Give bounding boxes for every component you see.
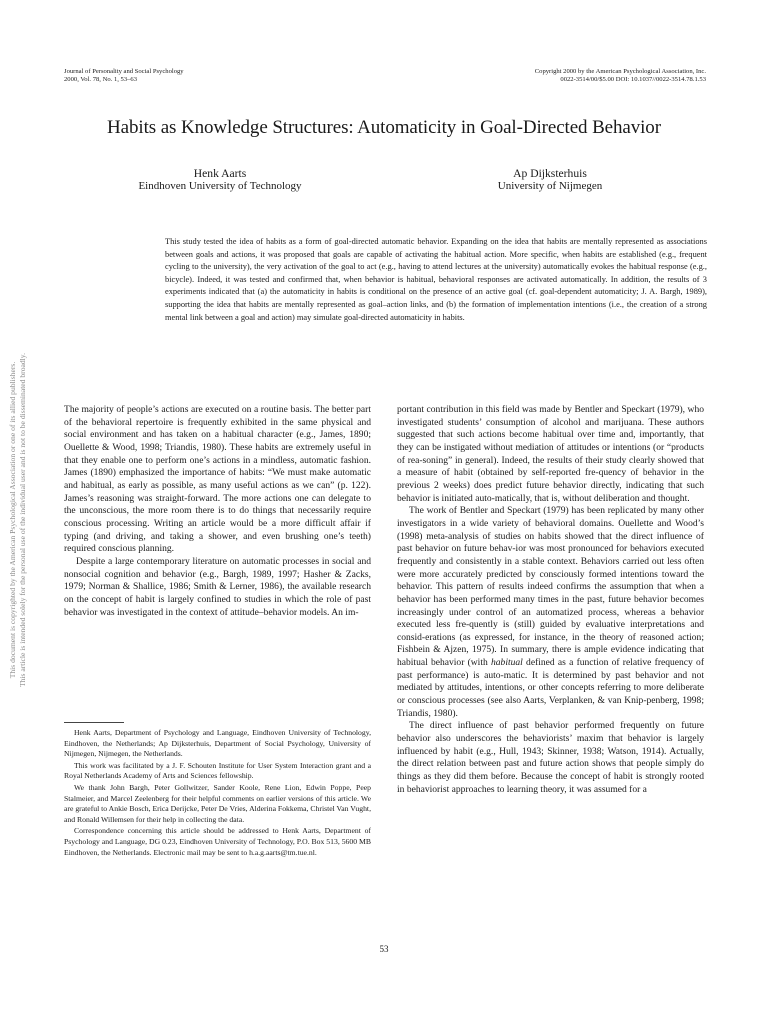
journal-name: Journal of Personality and Social Psychology	[64, 68, 184, 75]
author-name: Henk Aarts	[193, 167, 247, 180]
body-paragraph: The direct influence of past behavior performed frequently on future behavior also underscores the behaviorists’ maxim that behavior is largely influenced by habit (e.g., Hull, 1943; Skinner, 1938; Watson, 1914). Actually, the direct relation between past and future action shows that people simply do things as they did them before. Because the concept of habit is strongly rooted in behaviorist approaches to learning theory, it was assumed for a	[397, 720, 704, 795]
page-number: 53	[379, 944, 389, 954]
author-block-2	[440, 167, 660, 193]
author-block-1	[110, 167, 330, 193]
side-copyright-notice	[8, 290, 27, 750]
body-paragraph	[397, 505, 704, 720]
body-paragraph: portant contribution in this field was made by Bentler and Speckart (1979), who investigated students’ consumption of alcohol and marijuana. These authors suggested that such actions become habitual over time and, importantly, that they can be instigated without mediation of attitudes or intentions (or “products of rea-soning” in general). Indeed, the results of their study clearly showed that a measure of habit (obtained by self-reported fre-quency of behavior in the previous 2 weeks) does predict future behavior directly, indicating that such behavior is initiated auto-matically, that is, without deliberation and thought.	[397, 404, 704, 504]
body-text: defined as a function of relative frequency of past performance) is auto-matic. It is determined by past behavior and not mediated by attitudes, intentions, or other concepts referring to more deliberate or conscious processes (see also Aarts, Verplanken, & van Knip-penberg, 1998; Triandis, 1980).	[397, 657, 704, 719]
author-name: Ap Dijksterhuis	[513, 167, 587, 180]
author-affiliation: Eindhoven University of Technology	[138, 180, 302, 192]
body-text: The work of Bentler and Speckart (1979) has been replicated by many other investigators in a wide variety of behavioral domains. Ouellette and Wood’s (1998) meta-analysis of studies on habits showed that the direct influence of past behavior on future behav-ior was most pronounced for behaviors executed frequently and consistently in a stable context. Behaviors carried out less often were more accurately predicted by consciously formed intentions toward the behavior. This pattern of results indeed confirms the assumption that when a behavior has been performed many times in the past, future behavior becomes increasingly under control of an automatized process, whereas a behavior executed less fre-quently is (still) guided by evaluative interpretations and consid-erations (as expressed, for instance, in the theory of reasoned action; Fishbein & Ajzen, 1975). In summary, there is ample evidence indicating that habitual behavior (with	[397, 505, 704, 669]
copyright-notice	[420, 68, 706, 83]
body-column-left	[64, 404, 371, 619]
footnote-funding: This work was facilitated by a J. F. Schouten Institute for User System Interaction grant and a Royal Netherlands Academy of Arts and Sciences fellowship.	[64, 760, 371, 781]
emphasis-text: habitual	[491, 657, 523, 669]
author-affiliation: University of Nijmegen	[497, 180, 603, 192]
journal-citation	[64, 68, 184, 83]
body-paragraph: Despite a large contemporary literature on automatic processes in social and nonsocial cognition and behavior (e.g., Bargh, 1989, 1997; Hasher & Zacks, 1979; Norman & Shallice, 1986; Smith & Lerner, 1986), the available research on the concept of habit is largely confined to studies in which the role of past behavior was investigated in the context of attitude–behavior models. An im-	[64, 555, 371, 618]
footnote-acknowledgments: We thank John Bargh, Peter Gollwitzer, Sander Koole, Rene Lion, Edwin Poppe, Peep Stalmeier, and Marcel Zeelenberg for their helpful comments on earlier versions of this article. We are grateful to Ankie Bosch, Erica Derijcke, Peter De Vries, Alderina Fokkema, Christel Van Vught, and Ronald Willemsen for their help in collecting the data.	[64, 782, 371, 824]
abstract: This study tested the idea of habits as a form of goal-directed automatic behavior. Expanding on the idea that habits are mentally represented as associations between goals and actions, it was proposed that goals are capable of activating the habitual action. More specific, when habits are established (e.g., frequent cycling to the university), the very activation of the goal to act (e.g., having to attend lectures at the university) automatically evokes the habitual response (e.g., bicycle). Indeed, it was tested and confirmed that, when behavior is habitual, behavioral responses are activated automatically. In addition, the results of 3 experiments indicated that (a) the automaticity in habits is conditional on the presence of an active goal (cf. goal-dependent automaticity; J. A. Bargh, 1989), supporting the idea that habits are mentally represented as goal–action links, and (b) the formation of implementation intentions (i.e., the creation of a strong mental link between a goal and action) may simulate goal-directed automaticity in habits.	[165, 237, 707, 322]
body-paragraph: The majority of people’s actions are executed on a routine basis. The better part of the behavioral repertoire is frequently exhibited in the same physical and social environment and has taken on a habitual character (e.g., James, 1890; Ouellette & Wood, 1998; Triandis, 1980). These habits are extremely useful in that they enable one to perform one’s actions in a mindless, automatic fashion. James (1890) emphasized the importance of habits: “We must make automatic and habitual, as early as possible, as many useful actions as we can” (p. 122). James’s reasoning was straight-forward. The more actions one can delegate to the unconscious, the more room there is to do things that necessarily require conscious processing. Writing an article would be a more difficult affair if typing (and driving, and taking a shower, and even brushing one’s teeth) required conscious planning.	[64, 404, 371, 555]
side-notice-line: This article is intended solely for the personal use of the individual user and is not to be disseminated broadly.	[17, 353, 27, 687]
copyright-line: Copyright 2000 by the American Psychological Association, Inc.	[534, 68, 706, 75]
footnote-correspondence: Correspondence concerning this article should be addressed to Henk Aarts, Department of Psychology and Language, DG 0.23, Eindhoven University of Technology, P.O. Box 513, 5600 MB Eindhoven, the Netherlands. Electronic mail may be sent to h.a.g.aarts@tm.tue.nl.	[64, 826, 371, 857]
footnote-affiliations: Henk Aarts, Department of Psychology and Language, Eindhoven University of Technology, Eindhoven, the Netherlands; Ap Dijksterhuis, Department of Social Psychology, University of Nijmegen, Nijmegen, the Netherlands.	[64, 728, 371, 759]
journal-volume: 2000, Vol. 78, No. 1, 53–63	[64, 75, 138, 83]
side-notice-line: This document is copyrighted by the American Psychological Association or one of its allied publishers.	[8, 361, 17, 679]
doi-line: 0022-3514/00/$5.00 DOI: 10.1037//0022-3514.78.1.53	[560, 75, 706, 83]
article-title: Habits as Knowledge Structures: Automaticity in Goal-Directed Behavior	[107, 117, 661, 138]
footnote-divider	[64, 722, 124, 723]
author-notes	[64, 728, 371, 859]
body-column-right	[397, 404, 704, 796]
